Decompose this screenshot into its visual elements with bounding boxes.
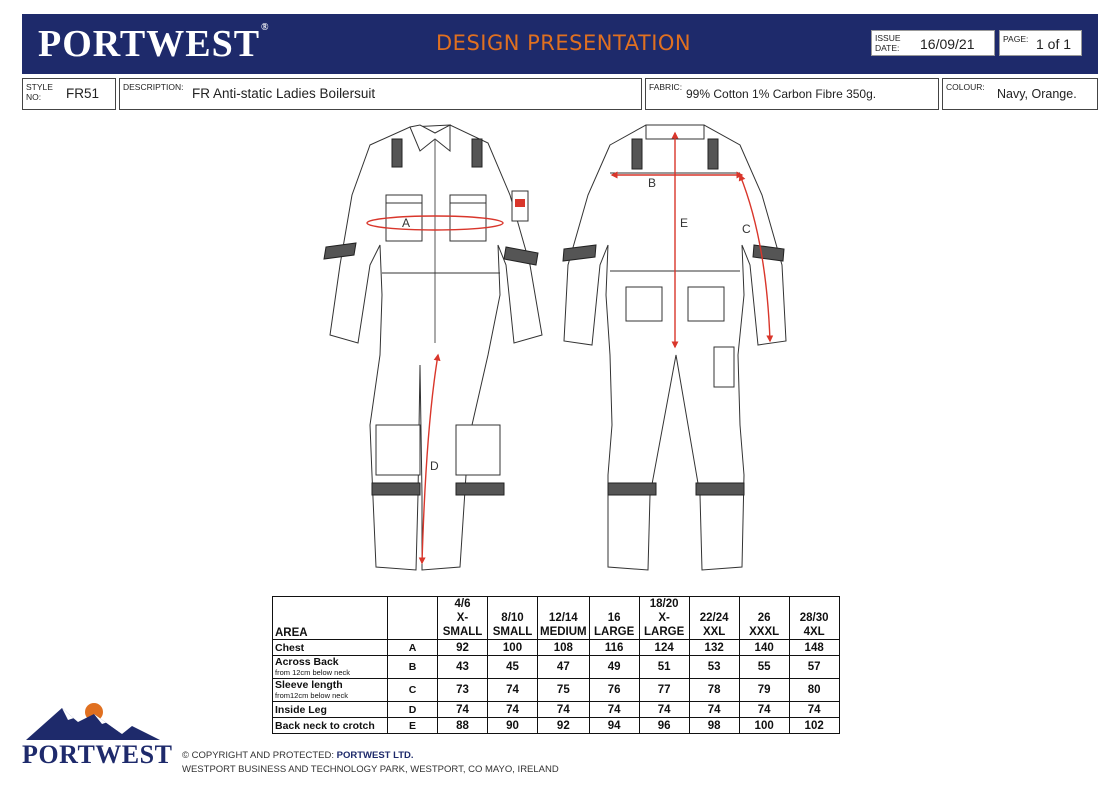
table-cell: 100 xyxy=(739,718,789,734)
table-cell: 74 xyxy=(438,702,488,718)
row-note: from 12cm below neck xyxy=(275,668,351,677)
area-header: AREA xyxy=(273,597,388,640)
size-header: 12/14 MEDIUM xyxy=(538,597,590,640)
page-value: 1 of 1 xyxy=(1036,36,1072,52)
table-cell: 49 xyxy=(589,656,639,679)
size-header: 4/6 X-SMALL xyxy=(438,597,488,640)
size-header: 28/30 4XL xyxy=(789,597,839,640)
table-row xyxy=(273,640,840,656)
row-code: D xyxy=(388,702,438,718)
measure-label-c: C xyxy=(742,222,751,236)
size-chart-table xyxy=(272,596,840,734)
brand-logo: PORTWEST® xyxy=(38,22,270,65)
measure-label-d: D xyxy=(430,459,439,473)
table-row xyxy=(273,679,840,702)
table-cell: 55 xyxy=(739,656,789,679)
measure-label-e: E xyxy=(680,216,689,230)
table-cell: 73 xyxy=(438,679,488,702)
table-cell: 74 xyxy=(488,679,538,702)
table-cell: 92 xyxy=(438,640,488,656)
row-code: B xyxy=(388,656,438,679)
size-header: 8/10 SMALL xyxy=(488,597,538,640)
row-area: Chest xyxy=(273,640,388,656)
colour-label: COLOUR: xyxy=(946,82,985,92)
table-cell: 74 xyxy=(589,702,639,718)
size-header: 26 XXXL xyxy=(739,597,789,640)
row-area: Sleeve length from12cm below neck xyxy=(273,679,388,702)
table-cell: 140 xyxy=(739,640,789,656)
table-cell: 88 xyxy=(438,718,488,734)
colour-value: Navy, Orange. xyxy=(997,87,1077,101)
size-header: 22/24 XXL xyxy=(689,597,739,640)
table-cell: 148 xyxy=(789,640,839,656)
issue-date-value: 16/09/21 xyxy=(920,36,975,52)
measure-label-b: B xyxy=(648,176,657,190)
garment-technical-drawing xyxy=(310,115,810,585)
table-cell: 45 xyxy=(488,656,538,679)
table-cell: 74 xyxy=(538,702,590,718)
size-header-row xyxy=(273,597,840,640)
table-cell: 80 xyxy=(789,679,839,702)
table-cell: 76 xyxy=(589,679,639,702)
table-cell: 74 xyxy=(639,702,689,718)
table-cell: 74 xyxy=(488,702,538,718)
table-cell: 51 xyxy=(639,656,689,679)
table-cell: 74 xyxy=(739,702,789,718)
fabric-label: FABRIC: xyxy=(649,82,683,92)
table-cell: 53 xyxy=(689,656,739,679)
issue-date-label: ISSUE DATE: xyxy=(875,33,901,53)
size-header: 18/20 X-LARGE xyxy=(639,597,689,640)
table-cell: 98 xyxy=(689,718,739,734)
header-bar xyxy=(22,14,1098,74)
table-cell: 94 xyxy=(589,718,639,734)
row-code: E xyxy=(388,718,438,734)
table-row xyxy=(273,718,840,734)
table-cell: 116 xyxy=(589,640,639,656)
issue-date-box xyxy=(871,30,995,56)
row-area: Back neck to crotch xyxy=(273,718,388,734)
description-box xyxy=(119,78,642,110)
table-cell: 108 xyxy=(538,640,590,656)
table-cell: 74 xyxy=(689,702,739,718)
table-row xyxy=(273,702,840,718)
style-no-label: STYLE NO: xyxy=(26,82,53,102)
table-cell: 77 xyxy=(639,679,689,702)
table-cell: 79 xyxy=(739,679,789,702)
footer-copyright: © COPYRIGHT AND PROTECTED: PORTWEST LTD. xyxy=(182,750,414,761)
table-cell: 74 xyxy=(789,702,839,718)
table-row xyxy=(273,656,840,679)
size-header: 16 LARGE xyxy=(589,597,639,640)
table-cell: 78 xyxy=(689,679,739,702)
row-area: Across Back from 12cm below neck xyxy=(273,656,388,679)
table-cell: 90 xyxy=(488,718,538,734)
table-cell: 92 xyxy=(538,718,590,734)
page-box xyxy=(999,30,1082,56)
measure-label-a: A xyxy=(402,216,411,230)
table-cell: 132 xyxy=(689,640,739,656)
description-label: DESCRIPTION: xyxy=(123,82,184,92)
table-cell: 75 xyxy=(538,679,590,702)
fabric-box xyxy=(645,78,939,110)
table-cell: 43 xyxy=(438,656,488,679)
style-no-box xyxy=(22,78,116,110)
code-header xyxy=(388,597,438,640)
row-note: from12cm below neck xyxy=(275,691,348,700)
row-code: C xyxy=(388,679,438,702)
row-code: A xyxy=(388,640,438,656)
footer-address: WESTPORT BUSINESS AND TECHNOLOGY PARK, WESTPORT, CO MAYO, IRELAND xyxy=(182,764,559,775)
table-cell: 57 xyxy=(789,656,839,679)
style-no-value: FR51 xyxy=(66,86,100,101)
colour-box xyxy=(942,78,1098,110)
table-cell: 124 xyxy=(639,640,689,656)
row-area: Inside Leg xyxy=(273,702,388,718)
fabric-value: 99% Cotton 1% Carbon Fibre 350g. xyxy=(686,87,877,101)
front-view xyxy=(324,125,542,570)
table-cell: 47 xyxy=(538,656,590,679)
page-label: PAGE: xyxy=(1003,34,1029,44)
footer-brand-logo: PORTWEST xyxy=(22,740,173,769)
description-value: FR Anti-static Ladies Boilersuit xyxy=(192,86,376,101)
table-cell: 96 xyxy=(639,718,689,734)
table-cell: 100 xyxy=(488,640,538,656)
table-cell: 102 xyxy=(789,718,839,734)
document-title: DESIGN PRESENTATION xyxy=(436,31,692,55)
